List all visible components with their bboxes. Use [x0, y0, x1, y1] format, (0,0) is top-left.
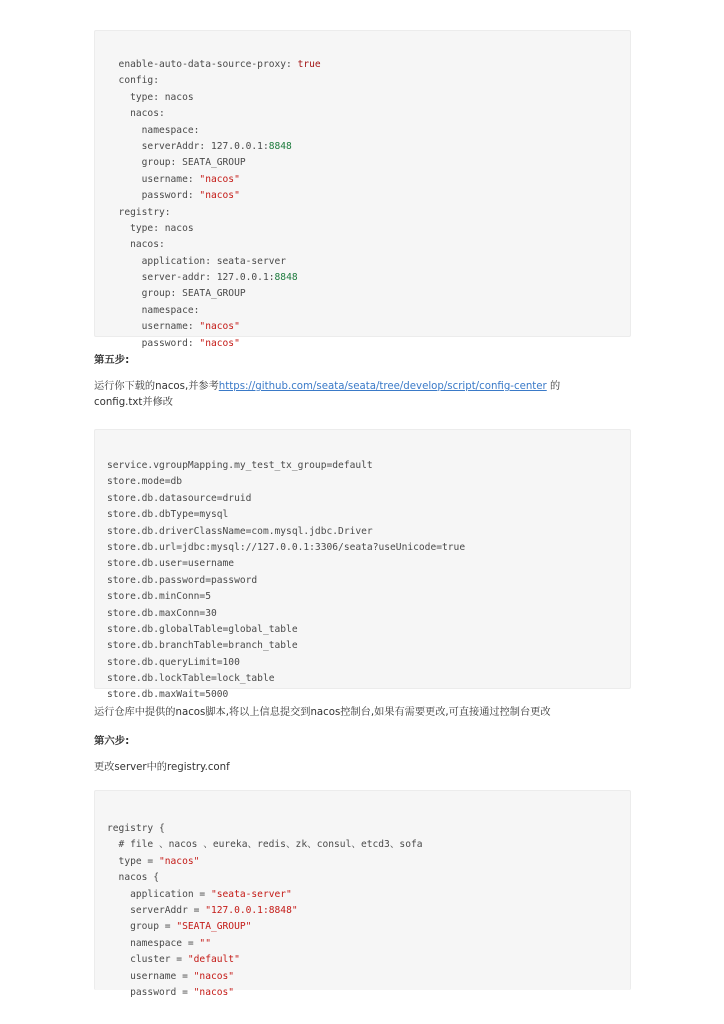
code-text: namespace: [107, 304, 200, 316]
code-text: group: SEATA_GROUP [107, 157, 246, 169]
code-text: password: [107, 190, 200, 202]
code-text: nacos { [107, 872, 159, 884]
code-text: nacos: [107, 108, 165, 120]
code-line [107, 237, 618, 253]
code-text: registry { [107, 823, 165, 834]
code-line: service.vgroupMapping.my_test_tx_group=default [107, 460, 373, 471]
code-line [107, 969, 618, 985]
code-line: store.db.lockTable=lock_table [107, 673, 275, 685]
code-text: username: [107, 321, 200, 333]
code-value: "nacos" [193, 970, 235, 982]
code-line [107, 319, 618, 335]
note-paragraph: 运行仓库中提供的nacos脚本,将以上信息提交到nacos控制台,如果有需要更改,可直接通过控制台更改 [94, 707, 551, 718]
code-value: "nacos" [199, 173, 240, 185]
code-line: store.db.url=jdbc:mysql://127.0.0.1:3306/seata?useUnicode=true [107, 541, 466, 553]
code-text: namespace = [107, 937, 200, 949]
code-line [107, 205, 618, 221]
code-value: "nacos" [199, 321, 240, 333]
code-value: "nacos" [193, 986, 235, 998]
code-line [107, 952, 618, 968]
code-text: server-addr: 127.0.0.1: [107, 272, 275, 284]
code-line [107, 286, 618, 302]
code-line [107, 172, 618, 188]
code-text: nacos: [107, 239, 165, 251]
code-text: username = [107, 970, 194, 982]
code-line: store.db.globalTable=global_table [107, 623, 298, 635]
code-line: store.db.branchTable=branch_table [107, 640, 298, 652]
code-value: 8848 [274, 272, 298, 284]
code-text: serverAddr: 127.0.0.1: [107, 140, 269, 152]
code-block-application-yml [94, 30, 631, 349]
code-text: enable-auto-data-source-proxy: [107, 59, 298, 70]
code-line [107, 870, 618, 886]
code-block-config-txt [94, 429, 631, 701]
code-text: registry: [107, 206, 171, 218]
step5-paragraph [94, 379, 624, 411]
code-text: cluster = [107, 954, 188, 966]
code-line [107, 188, 618, 204]
code-value: "SEATA_GROUP" [176, 921, 252, 933]
code-text: type: nacos [107, 91, 194, 103]
code-line [107, 123, 618, 139]
code-text: type = [107, 855, 159, 867]
code-line [107, 821, 618, 837]
code-line [107, 155, 618, 171]
code-text: group = [107, 921, 177, 933]
code-line [107, 837, 618, 853]
step5-text-before: 运行你下载的nacos,并参考 [94, 381, 219, 392]
code-line [107, 57, 618, 73]
code-text: group: SEATA_GROUP [107, 288, 246, 300]
code-text: namespace: [107, 124, 200, 136]
code-line [107, 936, 618, 952]
code-value: "nacos" [158, 855, 200, 867]
code-text: password: [107, 337, 200, 349]
code-line: store.mode=db [107, 476, 183, 488]
code-line: store.db.queryLimit=100 [107, 656, 240, 668]
code-text: # file 、nacos 、eureka、redis、zk、consul、etcd3、sofa [107, 839, 423, 851]
code-line [107, 336, 618, 352]
code-line: store.db.dbType=mysql [107, 509, 229, 521]
step5-text-line2: config.txt并修改 [94, 397, 173, 408]
code-block-registry-conf [94, 790, 631, 998]
code-text: serverAddr = [107, 904, 206, 916]
code-value: "127.0.0.1:8848" [205, 904, 298, 916]
code-line [107, 270, 618, 286]
code-value: "seata-server" [210, 888, 292, 900]
code-line [107, 90, 618, 106]
code-line [107, 854, 618, 870]
code-line: store.db.maxWait=5000 [107, 689, 229, 701]
code-text: password = [107, 986, 194, 998]
code-line [107, 887, 618, 903]
code-line: store.db.driverClassName=com.mysql.jdbc.Driver [107, 525, 373, 537]
code-line: store.db.maxConn=30 [107, 607, 217, 619]
code-line [107, 903, 618, 919]
step6-paragraph: 更改server中的registry.conf [94, 762, 230, 773]
code-line [107, 254, 618, 270]
code-text: config: [107, 75, 159, 87]
code-line [107, 919, 618, 935]
code-value: "default" [187, 954, 240, 966]
code-text: type: nacos [107, 222, 194, 234]
code-line [107, 985, 618, 1001]
step6-heading: 第六步: [94, 735, 130, 747]
code-line [107, 106, 618, 122]
code-line [107, 73, 618, 89]
code-line [107, 139, 618, 155]
code-text: application: seata-server [107, 255, 287, 267]
step5-text-after: 的 [546, 381, 561, 392]
code-text: application = [107, 888, 211, 900]
code-value: "nacos" [199, 337, 240, 349]
code-line: store.db.minConn=5 [107, 591, 211, 603]
code-value: "nacos" [199, 190, 240, 202]
code-text: username: [107, 173, 200, 185]
code-line: store.db.datasource=druid [107, 492, 252, 504]
code-line [107, 303, 618, 319]
code-line: store.db.user=username [107, 558, 235, 570]
step5-heading: 第五步: [94, 354, 130, 366]
code-line [107, 221, 618, 237]
code-value: "" [199, 937, 211, 949]
code-value: 8848 [268, 140, 292, 152]
code-value: true [297, 59, 321, 70]
config-center-link[interactable]: https://github.com/seata/seata/tree/develop/script/config-center [218, 381, 547, 392]
code-line: store.db.password=password [107, 574, 258, 586]
